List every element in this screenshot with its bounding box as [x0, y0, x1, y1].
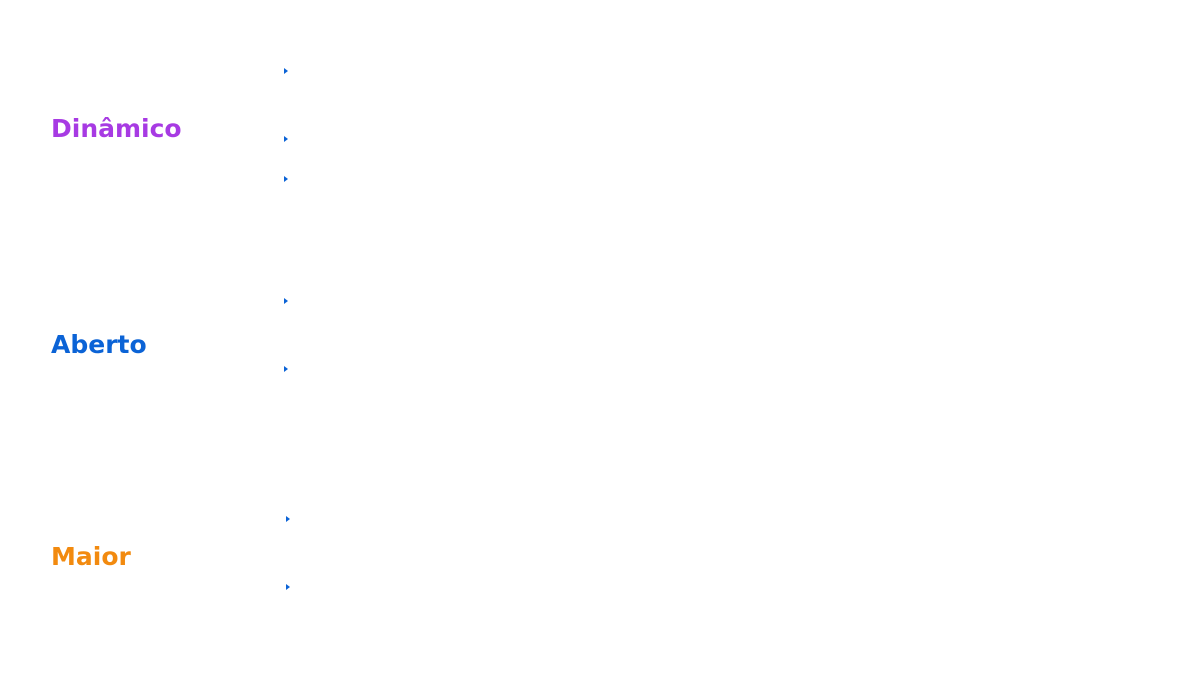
section-aberto	[0, 230, 1193, 460]
bullet-icon	[286, 516, 290, 522]
section-heading-maior: Maior	[51, 542, 131, 571]
bullet-icon	[284, 68, 288, 74]
bullet-icon	[284, 176, 288, 182]
bullet-icon	[286, 584, 290, 590]
bullet-icon	[284, 136, 288, 142]
section-heading-dinamico: Dinâmico	[51, 114, 182, 143]
section-dinamico	[0, 0, 1193, 230]
bullet-icon	[284, 366, 288, 372]
section-heading-aberto: Aberto	[51, 330, 147, 359]
bullet-icon	[284, 298, 288, 304]
section-maior	[0, 460, 1193, 700]
